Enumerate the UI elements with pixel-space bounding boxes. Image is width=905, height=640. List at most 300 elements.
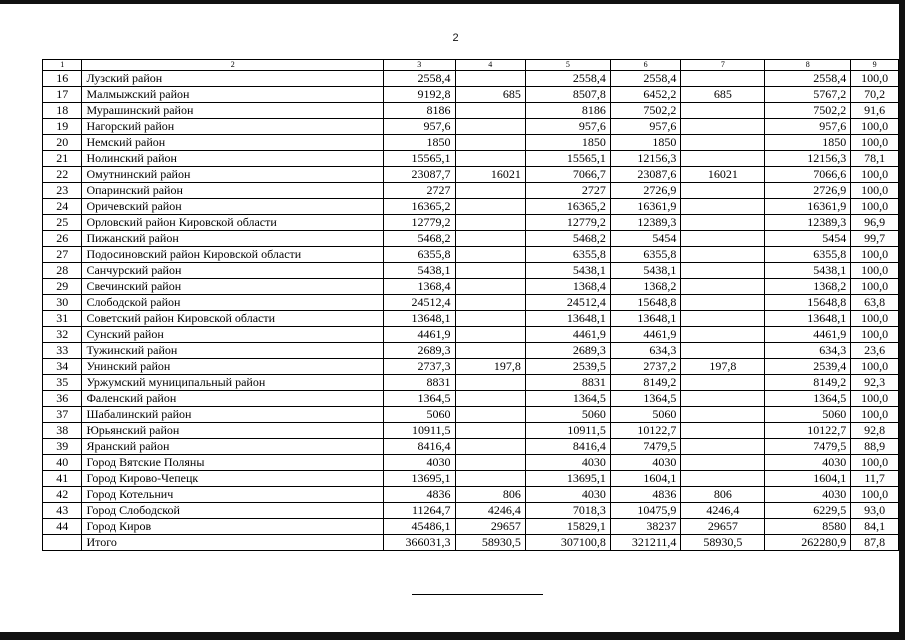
col-5-value: 8186	[525, 103, 610, 119]
col-6-value: 1850	[610, 135, 680, 151]
col-7-value	[681, 455, 765, 471]
column-number-cell: 2	[82, 60, 384, 71]
col-8-value: 10122,7	[765, 423, 851, 439]
col-8-value: 1604,1	[765, 471, 851, 487]
col-7-value: 16021	[681, 167, 765, 183]
col-6-value: 12156,3	[610, 151, 680, 167]
row-number: 16	[43, 71, 82, 87]
row-number: 29	[43, 279, 82, 295]
col-6-value: 6452,2	[610, 87, 680, 103]
col-5-value: 13648,1	[525, 311, 610, 327]
col-3-value: 2558,4	[384, 71, 455, 87]
col-9-percent: 100,0	[851, 279, 899, 295]
col-5-value: 8831	[525, 375, 610, 391]
col-5-value: 5468,2	[525, 231, 610, 247]
col-6-value: 7502,2	[610, 103, 680, 119]
col-6-value: 38237	[610, 519, 680, 535]
col-9-percent: 87,8	[851, 535, 899, 551]
document-page	[0, 4, 899, 632]
col-7-value	[681, 439, 765, 455]
col-7-value	[681, 119, 765, 135]
col-5-value: 4030	[525, 455, 610, 471]
col-3-value: 15565,1	[384, 151, 455, 167]
col-8-value: 15648,8	[765, 295, 851, 311]
column-number-cell: 1	[43, 60, 82, 71]
col-4-value	[455, 263, 525, 279]
col-5-value: 1368,4	[525, 279, 610, 295]
table-row	[43, 231, 899, 247]
col-3-value: 10911,5	[384, 423, 455, 439]
row-number: 26	[43, 231, 82, 247]
data-table	[42, 59, 899, 551]
table-row	[43, 103, 899, 119]
col-7-value	[681, 407, 765, 423]
row-number: 32	[43, 327, 82, 343]
column-number-cell: 5	[525, 60, 610, 71]
row-number: 40	[43, 455, 82, 471]
row-number: 37	[43, 407, 82, 423]
col-9-percent: 23,6	[851, 343, 899, 359]
col-5-value: 6355,8	[525, 247, 610, 263]
col-3-value: 5438,1	[384, 263, 455, 279]
col-7-value	[681, 183, 765, 199]
col-5-value: 307100,8	[525, 535, 610, 551]
col-8-value: 8580	[765, 519, 851, 535]
table-row	[43, 295, 899, 311]
col-9-percent: 100,0	[851, 71, 899, 87]
col-3-value: 23087,7	[384, 167, 455, 183]
row-number: 33	[43, 343, 82, 359]
col-9-percent: 11,7	[851, 471, 899, 487]
col-5-value: 7018,3	[525, 503, 610, 519]
col-3-value: 5468,2	[384, 231, 455, 247]
col-8-value: 7502,2	[765, 103, 851, 119]
col-4-value	[455, 407, 525, 423]
col-6-value: 2726,9	[610, 183, 680, 199]
col-8-value: 1850	[765, 135, 851, 151]
col-5-value: 8416,4	[525, 439, 610, 455]
column-number-cell: 3	[384, 60, 455, 71]
col-3-value: 12779,2	[384, 215, 455, 231]
col-7-value	[681, 231, 765, 247]
col-6-value: 957,6	[610, 119, 680, 135]
col-4-value	[455, 439, 525, 455]
district-name: Нагорский район	[82, 119, 384, 135]
col-8-value: 5454	[765, 231, 851, 247]
table-row	[43, 119, 899, 135]
row-number: 23	[43, 183, 82, 199]
col-3-value: 4461,9	[384, 327, 455, 343]
col-8-value: 634,3	[765, 343, 851, 359]
col-6-value: 5438,1	[610, 263, 680, 279]
col-7-value: 29657	[681, 519, 765, 535]
col-4-value: 16021	[455, 167, 525, 183]
col-3-value: 8831	[384, 375, 455, 391]
district-name: Оричевский район	[82, 199, 384, 215]
table-row	[43, 247, 899, 263]
col-9-percent: 96,9	[851, 215, 899, 231]
col-5-value: 2727	[525, 183, 610, 199]
col-8-value: 2726,9	[765, 183, 851, 199]
district-name: Тужинский район	[82, 343, 384, 359]
district-name: Свечинский район	[82, 279, 384, 295]
col-9-percent: 100,0	[851, 135, 899, 151]
district-name: Город Слободской	[82, 503, 384, 519]
table-body	[43, 60, 899, 551]
col-8-value: 6229,5	[765, 503, 851, 519]
col-9-percent: 99,7	[851, 231, 899, 247]
col-3-value: 9192,8	[384, 87, 455, 103]
district-name: Город Кирово-Чепецк	[82, 471, 384, 487]
col-9-percent: 100,0	[851, 183, 899, 199]
col-7-value: 4246,4	[681, 503, 765, 519]
column-number-cell: 7	[681, 60, 765, 71]
col-3-value: 13648,1	[384, 311, 455, 327]
col-6-value: 6355,8	[610, 247, 680, 263]
col-4-value	[455, 391, 525, 407]
row-number: 18	[43, 103, 82, 119]
col-5-value: 1850	[525, 135, 610, 151]
col-5-value: 24512,4	[525, 295, 610, 311]
col-7-value	[681, 375, 765, 391]
table-row	[43, 359, 899, 375]
district-name: Пижанский район	[82, 231, 384, 247]
district-name: Лузский район	[82, 71, 384, 87]
col-3-value: 2689,3	[384, 343, 455, 359]
col-3-value: 45486,1	[384, 519, 455, 535]
row-number	[43, 535, 82, 551]
district-name: Сунский район	[82, 327, 384, 343]
row-number: 24	[43, 199, 82, 215]
district-name: Слободской район	[82, 295, 384, 311]
col-8-value: 957,6	[765, 119, 851, 135]
col-6-value: 10122,7	[610, 423, 680, 439]
col-3-value: 8416,4	[384, 439, 455, 455]
col-3-value: 2737,3	[384, 359, 455, 375]
footer-rule	[412, 594, 543, 595]
district-name: Шабалинский район	[82, 407, 384, 423]
table-row	[43, 135, 899, 151]
district-name: Фаленский район	[82, 391, 384, 407]
col-9-percent: 100,0	[851, 199, 899, 215]
district-name: Нолинский район	[82, 151, 384, 167]
district-name: Город Киров	[82, 519, 384, 535]
row-number: 25	[43, 215, 82, 231]
col-4-value	[455, 343, 525, 359]
col-9-percent: 88,9	[851, 439, 899, 455]
col-5-value: 2689,3	[525, 343, 610, 359]
col-7-value: 685	[681, 87, 765, 103]
row-number: 39	[43, 439, 82, 455]
col-3-value: 8186	[384, 103, 455, 119]
col-8-value: 12156,3	[765, 151, 851, 167]
col-7-value	[681, 215, 765, 231]
col-9-percent: 92,3	[851, 375, 899, 391]
district-name: Орловский район Кировской области	[82, 215, 384, 231]
row-number: 22	[43, 167, 82, 183]
col-4-value	[455, 471, 525, 487]
table-row	[43, 471, 899, 487]
row-number: 36	[43, 391, 82, 407]
col-8-value: 1364,5	[765, 391, 851, 407]
col-7-value	[681, 279, 765, 295]
col-9-percent: 91,6	[851, 103, 899, 119]
col-8-value: 4461,9	[765, 327, 851, 343]
col-8-value: 8149,2	[765, 375, 851, 391]
col-8-value: 5060	[765, 407, 851, 423]
table-row	[43, 263, 899, 279]
col-6-value: 23087,6	[610, 167, 680, 183]
col-7-value	[681, 471, 765, 487]
col-6-value: 5454	[610, 231, 680, 247]
col-9-percent: 100,0	[851, 391, 899, 407]
row-number: 27	[43, 247, 82, 263]
district-name: Опаринский район	[82, 183, 384, 199]
col-5-value: 13695,1	[525, 471, 610, 487]
col-8-value: 1368,2	[765, 279, 851, 295]
col-8-value: 16361,9	[765, 199, 851, 215]
col-7-value	[681, 311, 765, 327]
col-4-value	[455, 119, 525, 135]
col-5-value: 16365,2	[525, 199, 610, 215]
col-9-percent: 100,0	[851, 327, 899, 343]
col-4-value	[455, 279, 525, 295]
col-5-value: 957,6	[525, 119, 610, 135]
col-6-value: 15648,8	[610, 295, 680, 311]
col-8-value: 13648,1	[765, 311, 851, 327]
district-name: Город Вятские Поляны	[82, 455, 384, 471]
col-5-value: 12779,2	[525, 215, 610, 231]
col-9-percent: 100,0	[851, 167, 899, 183]
col-6-value: 13648,1	[610, 311, 680, 327]
col-7-value	[681, 423, 765, 439]
row-number: 19	[43, 119, 82, 135]
col-6-value: 2558,4	[610, 71, 680, 87]
col-6-value: 1604,1	[610, 471, 680, 487]
col-5-value: 2558,4	[525, 71, 610, 87]
table-row	[43, 167, 899, 183]
col-3-value: 13695,1	[384, 471, 455, 487]
row-number: 30	[43, 295, 82, 311]
col-6-value: 10475,9	[610, 503, 680, 519]
col-9-percent: 63,8	[851, 295, 899, 311]
district-name: Юрьянский район	[82, 423, 384, 439]
col-4-value	[455, 71, 525, 87]
table-row	[43, 327, 899, 343]
col-5-value: 2539,5	[525, 359, 610, 375]
column-number-cell: 6	[610, 60, 680, 71]
table-row	[43, 343, 899, 359]
col-6-value: 1368,2	[610, 279, 680, 295]
row-number: 41	[43, 471, 82, 487]
col-4-value: 685	[455, 87, 525, 103]
col-8-value: 12389,3	[765, 215, 851, 231]
table-row	[43, 423, 899, 439]
table-row	[43, 199, 899, 215]
table-row	[43, 407, 899, 423]
col-4-value: 29657	[455, 519, 525, 535]
col-7-value	[681, 199, 765, 215]
col-4-value: 58930,5	[455, 535, 525, 551]
col-3-value: 1850	[384, 135, 455, 151]
col-7-value: 197,8	[681, 359, 765, 375]
row-number: 17	[43, 87, 82, 103]
col-9-percent: 70,2	[851, 87, 899, 103]
col-7-value	[681, 327, 765, 343]
col-4-value	[455, 247, 525, 263]
table-row	[43, 503, 899, 519]
column-number-cell: 9	[851, 60, 899, 71]
col-5-value: 5060	[525, 407, 610, 423]
col-4-value: 4246,4	[455, 503, 525, 519]
col-8-value: 2539,4	[765, 359, 851, 375]
col-3-value: 1368,4	[384, 279, 455, 295]
col-7-value	[681, 103, 765, 119]
col-5-value: 15565,1	[525, 151, 610, 167]
col-6-value: 634,3	[610, 343, 680, 359]
col-4-value	[455, 151, 525, 167]
col-4-value	[455, 311, 525, 327]
row-number: 21	[43, 151, 82, 167]
col-4-value	[455, 423, 525, 439]
col-3-value: 4030	[384, 455, 455, 471]
district-name: Советский район Кировской области	[82, 311, 384, 327]
col-8-value: 7479,5	[765, 439, 851, 455]
row-number: 44	[43, 519, 82, 535]
page-number: 2	[452, 32, 459, 44]
col-7-value: 806	[681, 487, 765, 503]
col-7-value	[681, 135, 765, 151]
col-6-value: 321211,4	[610, 535, 680, 551]
col-7-value	[681, 391, 765, 407]
col-6-value: 8149,2	[610, 375, 680, 391]
col-8-value: 4030	[765, 455, 851, 471]
table-row	[43, 71, 899, 87]
col-6-value: 2737,2	[610, 359, 680, 375]
col-4-value: 197,8	[455, 359, 525, 375]
col-6-value: 7479,5	[610, 439, 680, 455]
col-6-value: 4461,9	[610, 327, 680, 343]
col-8-value: 6355,8	[765, 247, 851, 263]
table-row	[43, 455, 899, 471]
col-7-value	[681, 295, 765, 311]
district-name: Итого	[82, 535, 384, 551]
col-4-value	[455, 199, 525, 215]
col-8-value: 2558,4	[765, 71, 851, 87]
col-8-value: 7066,6	[765, 167, 851, 183]
total-row	[43, 535, 899, 551]
table-row	[43, 375, 899, 391]
col-9-percent: 78,1	[851, 151, 899, 167]
table-row	[43, 215, 899, 231]
row-number: 20	[43, 135, 82, 151]
row-number: 42	[43, 487, 82, 503]
col-3-value: 16365,2	[384, 199, 455, 215]
column-number-cell: 8	[765, 60, 851, 71]
column-number-cell: 4	[455, 60, 525, 71]
row-number: 43	[43, 503, 82, 519]
col-3-value: 4836	[384, 487, 455, 503]
district-name: Омутнинский район	[82, 167, 384, 183]
col-7-value: 58930,5	[681, 535, 765, 551]
col-6-value: 12389,3	[610, 215, 680, 231]
col-3-value: 2727	[384, 183, 455, 199]
table-row	[43, 519, 899, 535]
table-row	[43, 391, 899, 407]
table-row	[43, 311, 899, 327]
district-name: Немский район	[82, 135, 384, 151]
col-3-value: 957,6	[384, 119, 455, 135]
col-6-value: 5060	[610, 407, 680, 423]
col-4-value	[455, 375, 525, 391]
col-9-percent: 100,0	[851, 455, 899, 471]
col-8-value: 262280,9	[765, 535, 851, 551]
table-row	[43, 279, 899, 295]
col-7-value	[681, 151, 765, 167]
table-row	[43, 151, 899, 167]
col-4-value	[455, 215, 525, 231]
row-number: 28	[43, 263, 82, 279]
col-9-percent: 100,0	[851, 119, 899, 135]
col-5-value: 5438,1	[525, 263, 610, 279]
col-3-value: 1364,5	[384, 391, 455, 407]
column-numbers-row	[43, 60, 899, 71]
col-5-value: 4461,9	[525, 327, 610, 343]
col-3-value: 366031,3	[384, 535, 455, 551]
col-4-value	[455, 455, 525, 471]
col-5-value: 4030	[525, 487, 610, 503]
col-8-value: 5438,1	[765, 263, 851, 279]
row-number: 34	[43, 359, 82, 375]
table-row	[43, 439, 899, 455]
col-8-value: 4030	[765, 487, 851, 503]
district-name: Мурашинский район	[82, 103, 384, 119]
col-4-value	[455, 135, 525, 151]
col-9-percent: 84,1	[851, 519, 899, 535]
col-6-value: 1364,5	[610, 391, 680, 407]
col-4-value	[455, 231, 525, 247]
district-name: Унинский район	[82, 359, 384, 375]
district-name: Санчурский район	[82, 263, 384, 279]
table-row	[43, 183, 899, 199]
col-9-percent: 100,0	[851, 359, 899, 375]
col-6-value: 4030	[610, 455, 680, 471]
col-3-value: 5060	[384, 407, 455, 423]
district-name: Город Котельнич	[82, 487, 384, 503]
district-name: Уржумский муниципальный район	[82, 375, 384, 391]
col-7-value	[681, 71, 765, 87]
col-5-value: 15829,1	[525, 519, 610, 535]
col-9-percent: 100,0	[851, 407, 899, 423]
col-9-percent: 100,0	[851, 263, 899, 279]
col-8-value: 5767,2	[765, 87, 851, 103]
col-9-percent: 100,0	[851, 311, 899, 327]
col-7-value	[681, 247, 765, 263]
row-number: 35	[43, 375, 82, 391]
col-9-percent: 92,8	[851, 423, 899, 439]
district-name: Яранский район	[82, 439, 384, 455]
col-5-value: 8507,8	[525, 87, 610, 103]
district-name: Подосиновский район Кировской области	[82, 247, 384, 263]
col-9-percent: 93,0	[851, 503, 899, 519]
col-5-value: 1364,5	[525, 391, 610, 407]
col-7-value	[681, 263, 765, 279]
col-6-value: 4836	[610, 487, 680, 503]
col-9-percent: 100,0	[851, 487, 899, 503]
row-number: 31	[43, 311, 82, 327]
col-6-value: 16361,9	[610, 199, 680, 215]
col-4-value	[455, 295, 525, 311]
